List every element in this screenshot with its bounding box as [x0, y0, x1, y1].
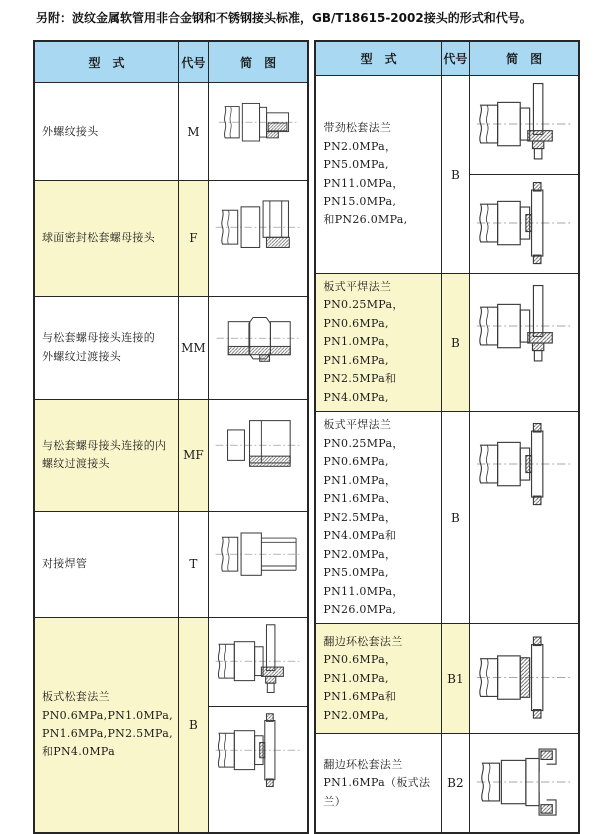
type-cell — [34, 512, 178, 617]
fitting-diagram-flange-bolted — [470, 412, 579, 518]
column-header-code: 代号 — [178, 41, 208, 83]
type-text-line: PN2.5MPa，PN4.0MPa和 — [323, 510, 397, 543]
diagram-cell — [208, 181, 308, 296]
code-cell: M — [178, 83, 208, 181]
fitting-diagram-male-thread — [209, 83, 308, 163]
type-text-line: 球面密封松套螺母接头 — [42, 231, 155, 245]
type-cell — [34, 296, 178, 399]
column-header-type: 型 式 — [315, 41, 441, 76]
code-cell: B — [441, 76, 469, 274]
type-text-line: PN1.0MPa，PN1.6MPa, — [323, 335, 397, 367]
table-row — [315, 76, 579, 274]
type-text-line: PN11.0MPa，PN15.0MPa, — [323, 176, 404, 208]
table-row — [34, 83, 308, 181]
type-cell — [315, 624, 441, 734]
table-row — [34, 399, 308, 512]
code-cell: B — [441, 274, 469, 412]
fitting-diagram-flange-flared — [470, 624, 579, 733]
code-cell: B2 — [441, 734, 469, 834]
code-cell: MF — [178, 399, 208, 512]
type-text-line: 带劲松套法兰 — [323, 121, 392, 135]
type-text-line: 外螺纹过渡接头 — [42, 349, 122, 363]
type-text-line: 外螺纹接头 — [42, 124, 99, 138]
type-text-line: 与松套螺母接头连接的 — [42, 331, 155, 345]
type-text-line: 翻边环松套法兰 — [323, 634, 403, 648]
page-title: 另附：波纹金属软管用非合金钢和不锈钢接头标准，GB/T18615-2002接头的形式和代号。 — [36, 11, 532, 25]
type-text-line: PN0.25MPa，PN0.6MPa, — [323, 298, 404, 330]
diagram-cell — [469, 76, 579, 274]
fitting-diagram-flange-bolted — [470, 174, 579, 273]
type-text-line: PN2.0MPa，PN5.0MPa, — [323, 547, 397, 580]
column-header-diagram: 简 图 — [208, 41, 308, 83]
column-header-type: 型 式 — [34, 41, 178, 83]
fitting-diagram-flange-up — [470, 274, 579, 380]
diagram-cell — [469, 734, 579, 834]
header-row — [34, 41, 308, 83]
fitting-table-right — [314, 40, 580, 834]
type-text-line: PN1.6MPa,PN2.5MPa, — [42, 727, 173, 741]
type-text-line: 板式平焊法兰 — [323, 280, 392, 293]
fitting-diagram-flange-up — [470, 76, 579, 174]
code-cell: B1 — [441, 624, 469, 734]
table-row — [315, 412, 579, 624]
type-text-line: PN11.0MPa，PN26.0MPa, — [323, 584, 404, 616]
type-cell — [34, 399, 178, 512]
type-cell — [34, 617, 178, 833]
type-text-line: PN0.6MPa，PN1.0MPa, — [323, 653, 397, 685]
table-row — [34, 296, 308, 399]
diagram-cell — [208, 296, 308, 399]
type-cell — [315, 76, 441, 274]
type-text-line: PN2.5MPa和PN4.0MPa, — [323, 372, 397, 404]
fitting-diagram-butt-weld — [209, 512, 308, 598]
code-cell: MM — [178, 296, 208, 399]
diagram-cell — [208, 83, 308, 181]
table-row — [315, 274, 579, 412]
fitting-diagram-flange-clamp — [470, 734, 579, 832]
code-cell: F — [178, 181, 208, 296]
fitting-diagram-nipple-female — [209, 400, 308, 492]
fitting-diagram-nipple-male — [209, 297, 308, 381]
code-cell: B — [441, 412, 469, 624]
type-cell — [315, 274, 441, 412]
type-text-line: 与松套螺母接头连接的内 — [42, 438, 167, 452]
tables-container — [33, 40, 580, 834]
type-cell — [34, 83, 178, 181]
code-cell: B — [178, 617, 208, 833]
type-text-line: PN0.6MPa,PN1.0MPa, — [42, 708, 173, 722]
diagram-cell — [208, 512, 308, 617]
type-cell — [34, 181, 178, 296]
diagram-cell — [469, 274, 579, 412]
type-text-line: PN2.0MPa，PN5.0MPa, — [323, 139, 397, 172]
type-text-line: 对接焊管 — [42, 557, 88, 571]
type-text-line: PN1.0MPa，PN1.6MPa、 — [323, 473, 397, 506]
type-text-line: 板式平焊法兰 — [323, 418, 392, 432]
type-cell — [315, 412, 441, 624]
type-text-line: 和PN26.0MPa, — [323, 213, 408, 227]
fitting-diagram-flange-bolted — [209, 706, 308, 795]
fitting-table-left — [33, 40, 309, 834]
type-text-line: 板式松套法兰 — [42, 690, 110, 704]
type-text-line: 和PN4.0MPa — [42, 745, 115, 759]
diagram-cell — [208, 399, 308, 512]
code-cell: T — [178, 512, 208, 617]
header-row — [315, 41, 579, 76]
fitting-diagram-swivel-nut — [209, 181, 308, 275]
type-cell — [315, 734, 441, 834]
table-row — [315, 624, 579, 734]
type-text-line: 翻边环松套法兰 — [323, 757, 403, 771]
table-row — [315, 734, 579, 834]
diagram-cell — [469, 624, 579, 734]
diagram-cell — [469, 412, 579, 624]
type-text-line: PN1.6MPa（板式法兰） — [323, 776, 431, 808]
table-row — [34, 181, 308, 296]
type-text-line: 螺纹过渡接头 — [42, 457, 110, 471]
column-header-code: 代号 — [441, 41, 469, 76]
diagram-cell — [208, 617, 308, 833]
table-row — [34, 512, 308, 617]
table-row — [34, 617, 308, 833]
type-text-line: PN1.6MPa和PN2.0MPa, — [323, 690, 397, 722]
fitting-diagram-flange-up — [209, 618, 308, 706]
type-text-line: PN0.25MPa，PN0.6MPa, — [323, 436, 404, 469]
column-header-diagram: 简 图 — [469, 41, 579, 76]
